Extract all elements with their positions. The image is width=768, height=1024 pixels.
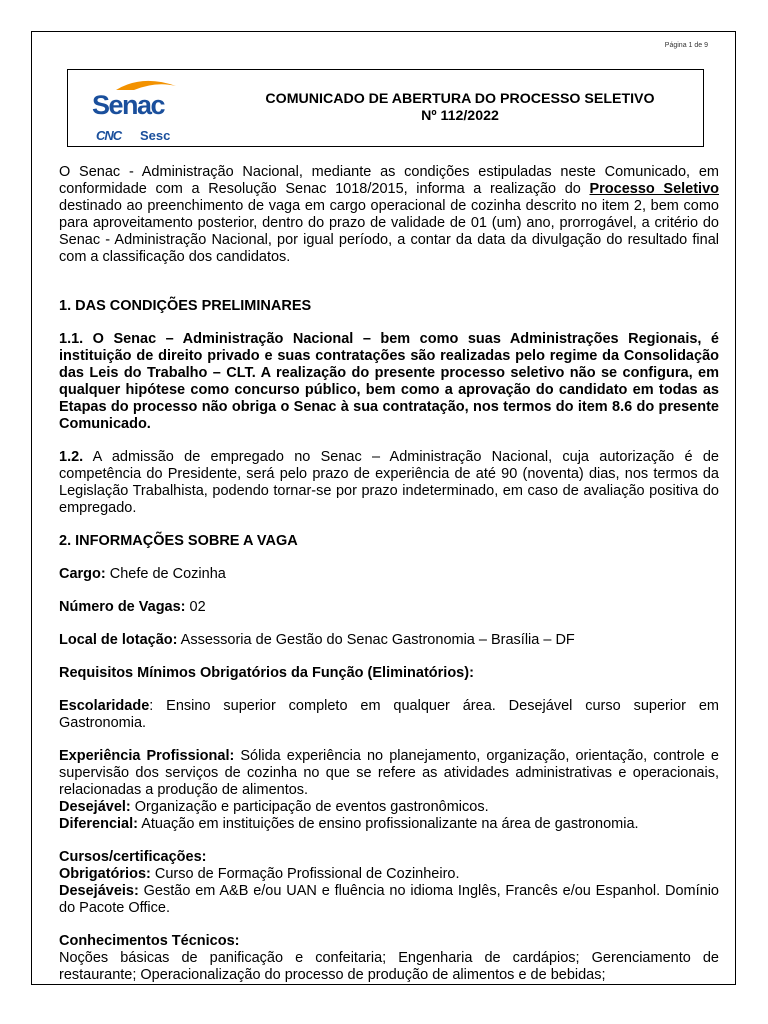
diferencial-value: Atuação em instituições de ensino profissionalizante na área de gastronomia.: [137, 816, 639, 832]
senac-logo: [90, 76, 185, 146]
intro-text-1: O Senac - Administração Nacional, mediante as condições estipuladas neste Comunicado, em conformidade com a Resolução Senac 1018/2015, informa a realização do: [59, 164, 719, 197]
item-1-1: 1.1. O Senac – Administração Nacional – bem como suas Administrações Regionais, é instituição de direito privado e suas contratações são realizadas pelo regime da Consolidação das Leis do Trabalho – CLT. A realização do presente processo seletivo não se configura, em qualquer hipótese como concurso público, bem como a aprovação do candidato em todas as Etapas do processo não obriga o Senac à sua contratação, nos termos do item 8.6 do presente Comunicado.: [59, 331, 719, 432]
desejaveis-value: Gestão em A&B e/ou UAN e fluência no idioma Inglês, Francês e/ou Espanhol. Domínio do Pacote Office.: [59, 883, 719, 916]
cargo-value: Chefe de Cozinha: [105, 566, 226, 582]
cursos-title: Cursos/certificações:: [59, 849, 207, 865]
section-2-title: 2. INFORMAÇÕES SOBRE A VAGA: [59, 533, 298, 549]
local-value: Assessoria de Gestão do Senac Gastronomia – Brasília – DF: [177, 632, 575, 648]
experiencia-value: Sólida experiência no planejamento, organização, orientação, controle e supervisão dos serviços de cozinha no que se refere as atividades administrativas e operacionais, relacionadas a produção de alimentos.: [59, 748, 719, 798]
experiencia-label: Experiência Profissional:: [59, 748, 235, 764]
item-1-2: [59, 449, 719, 517]
escolaridade-line: [59, 698, 719, 732]
obrigatorios-line: [59, 866, 719, 883]
desejaveis-label: Desejáveis:: [59, 883, 139, 899]
experiencia-line: [59, 748, 719, 799]
vagas-line: [59, 599, 719, 616]
intro-text-2: destinado ao preenchimento de vaga em cargo operacional de cozinha descrito no item 2, bem como para aproveitamento posterior, dentro do prazo de validade de 01 (um) ano, prorrogável, a critério do Senac - Administração Nacional, por igual período, a contar da data da divulgação do resultado final com a classificação dos candidatos.: [59, 198, 719, 265]
obrigatorios-label: Obrigatórios:: [59, 866, 151, 882]
diferencial-label: Diferencial:: [59, 816, 138, 832]
local-line: [59, 632, 719, 649]
desejaveis-line: [59, 883, 719, 917]
desejavel-value: Organização e participação de eventos gastronômicos.: [130, 799, 489, 815]
obrigatorios-value: Curso de Formação Profissional de Cozinheiro.: [150, 866, 460, 882]
cargo-line: [59, 566, 719, 583]
page-number: Página 1 de 9: [664, 42, 708, 49]
conhecimentos-title: Conhecimentos Técnicos:: [59, 933, 240, 949]
section-1-title: 1. DAS CONDIÇÕES PRELIMINARES: [59, 298, 312, 314]
desejavel-label: Desejável:: [59, 799, 131, 815]
intro-paragraph: [59, 164, 719, 266]
document-body: [59, 164, 719, 984]
logo-cnc: CNC: [96, 128, 122, 143]
desejavel-line: [59, 799, 719, 816]
processo-seletivo-link[interactable]: Processo Seletivo: [589, 181, 720, 197]
logo-brand: Senac: [92, 90, 165, 120]
logo-sesc: Sesc: [140, 128, 171, 143]
requisitos-title: Requisitos Mínimos Obrigatórios da Função (Eliminatórios):: [59, 665, 474, 681]
document-number: Nº 112/2022: [421, 108, 499, 124]
item-1-2-text: A admissão de empregado no Senac – Administração Nacional, cuja autorização é de competência do Presidente, será pelo prazo de experiência de até 90 (noventa) dias, nos termos da Legislação Trabalhista, podendo tornar-se por prazo indeterminado, em caso de avaliação positiva do empregado.: [59, 449, 719, 516]
local-label: Local de lotação:: [59, 632, 178, 648]
logo-swoosh: [116, 81, 176, 90]
vagas-value: 02: [185, 599, 206, 615]
document-title-line1: COMUNICADO DE ABERTURA DO PROCESSO SELETIVO: [265, 91, 655, 107]
escolaridade-value: : Ensino superior completo em qualquer área. Desejável curso superior em Gastronomia.: [59, 698, 719, 731]
vagas-label: Número de Vagas:: [59, 599, 186, 615]
item-1-2-label: 1.2.: [59, 449, 84, 465]
diferencial-line: [59, 816, 719, 833]
cargo-label: Cargo:: [59, 566, 106, 582]
escolaridade-label: Escolaridade: [59, 698, 150, 714]
conhecimentos-text: Noções básicas de panificação e confeitaria; Engenharia de cardápios; Gerenciamento de restaurante; Operacionalização do processo de produção de alimentos e de bebidas;: [59, 950, 719, 983]
document-title: [180, 91, 740, 125]
